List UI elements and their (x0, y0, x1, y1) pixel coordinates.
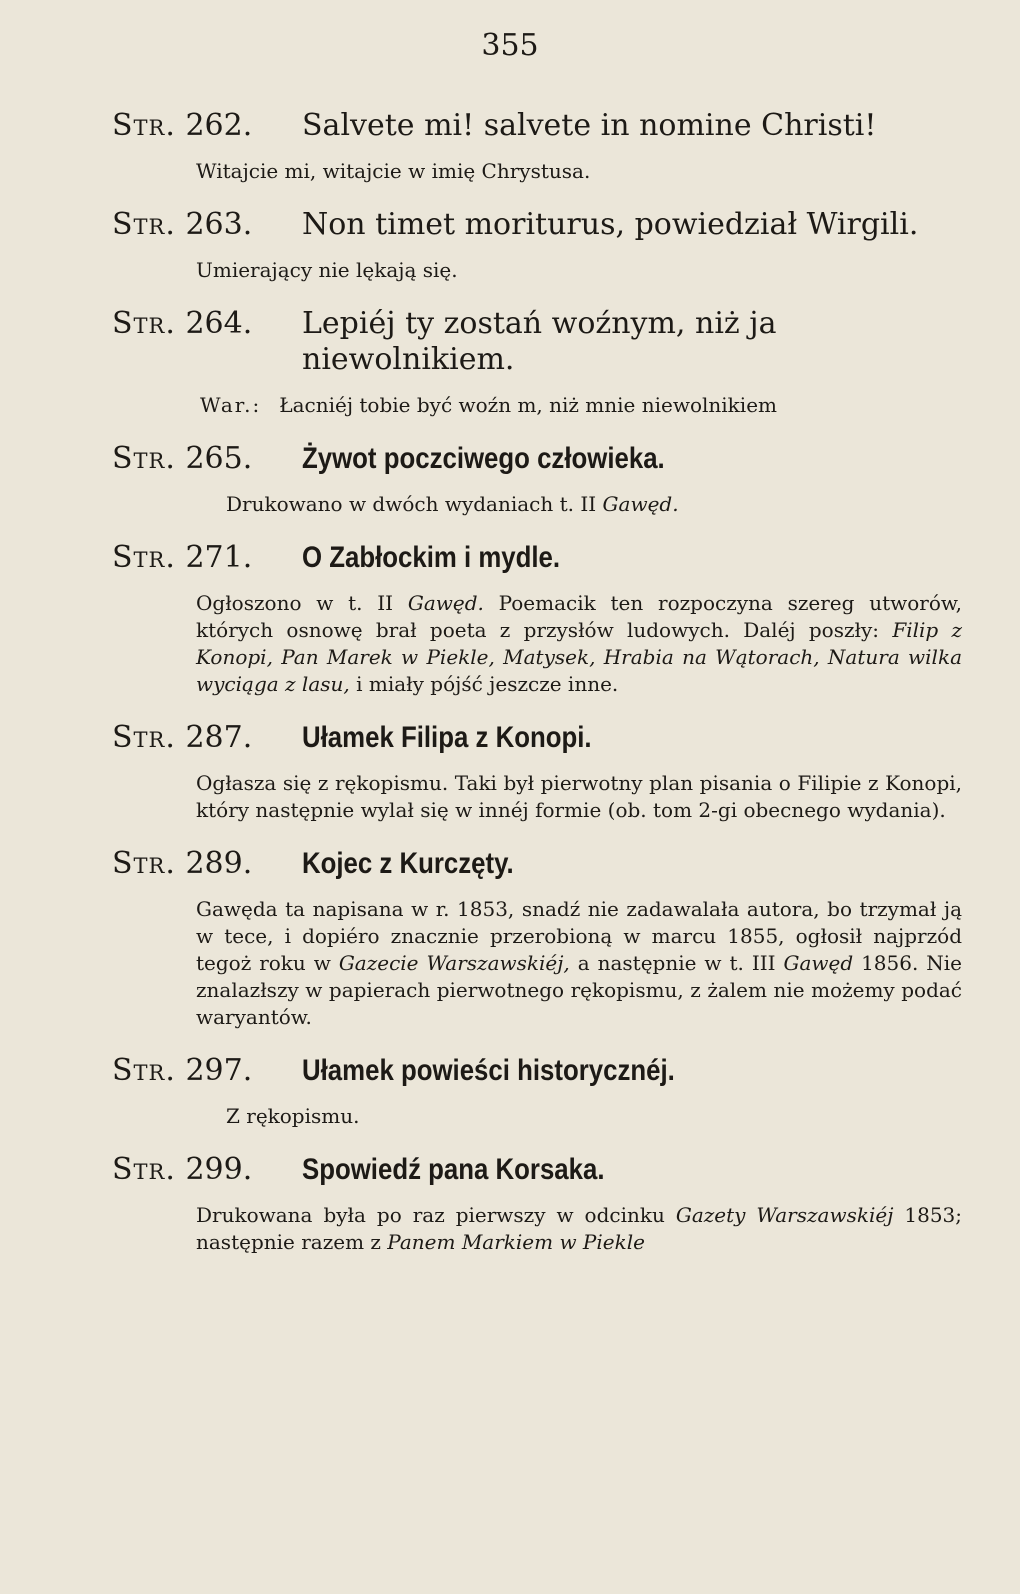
entry-note: Umierający nie lękają się. (196, 258, 458, 282)
note-text: Ogłoszono w t. II (196, 591, 408, 615)
entry-number: 297. (185, 1053, 253, 1088)
variant-label: War.: (200, 393, 262, 417)
entry-number: 265. (185, 441, 253, 476)
entry-note (196, 896, 962, 1031)
str-label: Str. (112, 720, 176, 755)
str-label: Str. (112, 207, 176, 242)
entry-title: Lepiéj ty zostań woźnym, niż ja niewolnikiem. (302, 306, 777, 377)
entry-number: 264. (185, 306, 253, 341)
entry-297 (112, 1053, 962, 1130)
entry-title: Non timet moriturus, powiedział Wirgili. (302, 207, 919, 242)
str-label: Str. (112, 1152, 176, 1187)
str-label: Str. (112, 306, 176, 341)
entry-title: Kojec z Kurczęty. (302, 847, 514, 880)
entry-299 (112, 1152, 962, 1256)
entry-title: Ułamek powieści historycznéj. (302, 1054, 675, 1087)
entry-263 (112, 207, 962, 284)
entry-number: 271. (185, 540, 253, 575)
entry-title: Ułamek Filipa z Konopi. (302, 721, 592, 754)
note-italic: Gawęd. (407, 591, 484, 615)
entry-title: Spowiedź pana Korsaka. (302, 1153, 605, 1186)
note-italic: Filip z Konopi, Pan Marek w Piekle, Matysek, Hrabia na Wątorach, Natura wilka wyciąga z lasu, (196, 618, 963, 696)
entry-note: Ogłasza się z rękopismu. Taki był pierwotny plan pisania o Filipie z Konopi, który następnie wylał się w innéj formie (ob. tom 2-gi obecnego wydania). (196, 771, 962, 822)
str-label: Str. (112, 441, 176, 476)
note-text: Drukowana była po raz pierwszy w odcinku (196, 1203, 676, 1227)
note-italic: Panem Markiem w Piekle (387, 1230, 645, 1254)
entry-264 (112, 306, 962, 419)
page-number: 355 (481, 28, 539, 63)
note-italic: Gawęd. (602, 492, 679, 516)
str-label: Str. (112, 540, 176, 575)
str-label: Str. (112, 846, 176, 881)
str-label: Str. (112, 108, 176, 143)
str-label: Str. (112, 1053, 176, 1088)
entry-262 (112, 108, 962, 185)
entry-title: Żywot poczciwego człowieka. (302, 442, 665, 475)
entry-note: Z rękopismu. (226, 1104, 360, 1128)
entry-number: 289. (185, 846, 253, 881)
entry-title: O Zabłockim i mydle. (302, 541, 561, 574)
entry-289 (112, 846, 962, 1031)
note-text: 1856. Nie znalazłszy w papierach pierwotnego rękopismu, z żalem nie możemy podać waryantów. (196, 951, 963, 1029)
note-text: Poemacik ten rozpoczyna szereg utworów, których osnowę brał poeta z przysłów ludowych. Daléj poszły: (196, 591, 962, 642)
variant-text: Łacniéj tobie być woźn m, niż mnie niewolnikiem (279, 393, 777, 417)
entry-note (196, 590, 962, 698)
entry-number: 287. (185, 720, 253, 755)
entry-number: 262. (185, 108, 253, 143)
entry-note (196, 1202, 962, 1256)
note-text: i miały pójść jeszcze inne. (349, 672, 619, 696)
note-italic: Gazety Warszawskiéj (675, 1203, 894, 1227)
entry-287 (112, 720, 962, 824)
entry-list (112, 108, 962, 1278)
note-text: Gawęda ta napisana w r. 1853, snadź nie zadawalała autora, bo trzymał ją w tece, i dopiéro znacznie przerobioną w marcu 1855, ogłosił najprzód tegoż roku w (196, 897, 962, 975)
entry-number: 263. (185, 207, 253, 242)
entry-number: 299. (185, 1152, 253, 1187)
note-italic: Gawęd (783, 951, 854, 975)
entry-title: Salvete mi! salvete in nomine Christi! (302, 108, 877, 143)
entry-note (200, 392, 962, 419)
note-text: a następnie w t. III (569, 951, 784, 975)
note-text: 1853; następnie razem z (196, 1203, 963, 1254)
entry-271 (112, 540, 962, 698)
entry-note: Witajcie mi, witajcie w imię Chrystusa. (196, 159, 591, 183)
entry-265 (112, 441, 962, 518)
note-text: Drukowano w dwóch wydaniach t. II (226, 492, 603, 516)
entry-note (226, 491, 962, 518)
note-italic: Gazecie Warszawskiéj, (338, 951, 570, 975)
